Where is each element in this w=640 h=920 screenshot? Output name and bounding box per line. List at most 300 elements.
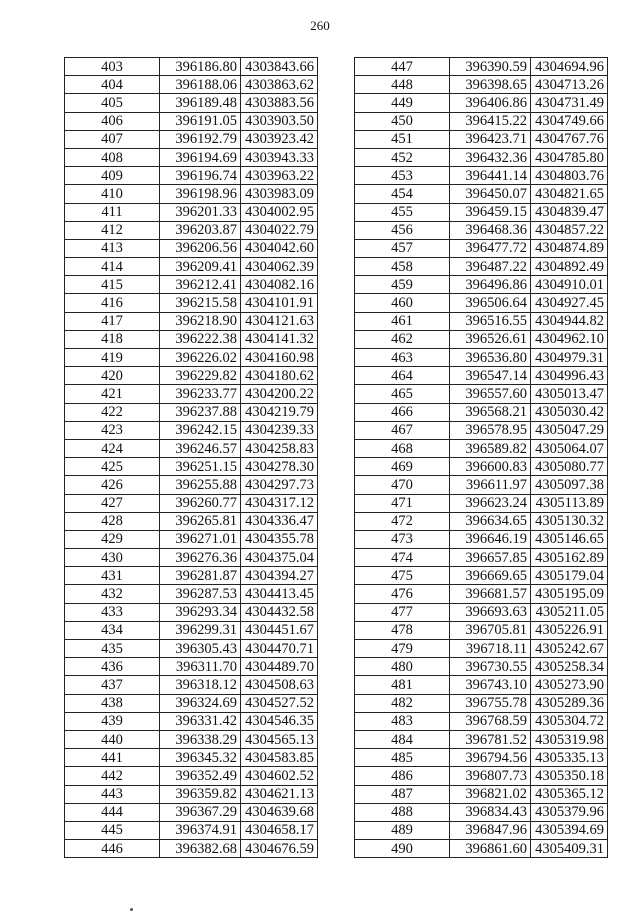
- x-coordinate-cell: 396192.79: [160, 130, 241, 148]
- x-coordinate-cell: 396188.06: [160, 76, 241, 94]
- table-row: [65, 403, 318, 421]
- table-row: [65, 785, 318, 803]
- x-coordinate-cell: 396669.65: [450, 567, 531, 585]
- point-number-cell: 420: [65, 367, 160, 385]
- point-number-cell: 444: [65, 803, 160, 821]
- table-row: [65, 148, 318, 166]
- point-number-cell: 405: [65, 94, 160, 112]
- x-coordinate-cell: 396600.83: [450, 458, 531, 476]
- y-coordinate-cell: 4305319.98: [531, 730, 608, 748]
- point-number-cell: 466: [355, 403, 450, 421]
- y-coordinate-cell: 4305130.32: [531, 512, 608, 530]
- point-number-cell: 409: [65, 167, 160, 185]
- y-coordinate-cell: 4304451.67: [241, 621, 318, 639]
- x-coordinate-cell: 396441.14: [450, 167, 531, 185]
- table-row: [65, 221, 318, 239]
- scan-speck: [130, 908, 133, 911]
- y-coordinate-cell: 4305289.36: [531, 694, 608, 712]
- y-coordinate-cell: 4304002.95: [241, 203, 318, 221]
- x-coordinate-cell: 396318.12: [160, 676, 241, 694]
- x-coordinate-cell: 396215.58: [160, 294, 241, 312]
- point-number-cell: 487: [355, 785, 450, 803]
- x-coordinate-cell: 396861.60: [450, 840, 531, 858]
- point-number-cell: 490: [355, 840, 450, 858]
- y-coordinate-cell: 4304317.12: [241, 494, 318, 512]
- x-coordinate-cell: 396260.77: [160, 494, 241, 512]
- y-coordinate-cell: 4304927.45: [531, 294, 608, 312]
- point-number-cell: 456: [355, 221, 450, 239]
- y-coordinate-cell: 4303943.33: [241, 148, 318, 166]
- point-number-cell: 437: [65, 676, 160, 694]
- point-number-cell: 465: [355, 385, 450, 403]
- table-row: [65, 330, 318, 348]
- point-number-cell: 442: [65, 767, 160, 785]
- y-coordinate-cell: 4304160.98: [241, 349, 318, 367]
- x-coordinate-cell: 396693.63: [450, 603, 531, 621]
- point-number-cell: 426: [65, 476, 160, 494]
- x-coordinate-cell: 396191.05: [160, 112, 241, 130]
- point-number-cell: 476: [355, 585, 450, 603]
- y-coordinate-cell: 4305304.72: [531, 712, 608, 730]
- x-coordinate-cell: 396212.41: [160, 276, 241, 294]
- table-row: [355, 294, 608, 312]
- point-number-cell: 433: [65, 603, 160, 621]
- y-coordinate-cell: 4305226.91: [531, 621, 608, 639]
- x-coordinate-cell: 396547.14: [450, 367, 531, 385]
- table-row: [65, 621, 318, 639]
- coordinate-table-right: [354, 57, 608, 858]
- x-coordinate-cell: 396398.65: [450, 76, 531, 94]
- x-coordinate-cell: 396345.32: [160, 749, 241, 767]
- y-coordinate-cell: 4304639.68: [241, 803, 318, 821]
- y-coordinate-cell: 4304857.22: [531, 221, 608, 239]
- point-number-cell: 460: [355, 294, 450, 312]
- table-row: [355, 585, 608, 603]
- point-number-cell: 451: [355, 130, 450, 148]
- x-coordinate-cell: 396203.87: [160, 221, 241, 239]
- x-coordinate-cell: 396730.55: [450, 658, 531, 676]
- table-row: [65, 130, 318, 148]
- point-number-cell: 457: [355, 239, 450, 257]
- table-row: [355, 385, 608, 403]
- x-coordinate-cell: 396423.71: [450, 130, 531, 148]
- point-number-cell: 432: [65, 585, 160, 603]
- table-row: [65, 567, 318, 585]
- table-row: [65, 585, 318, 603]
- table-row: [355, 512, 608, 530]
- point-number-cell: 408: [65, 148, 160, 166]
- point-number-cell: 438: [65, 694, 160, 712]
- table-row: [355, 94, 608, 112]
- y-coordinate-cell: 4305195.09: [531, 585, 608, 603]
- x-coordinate-cell: 396276.36: [160, 549, 241, 567]
- x-coordinate-cell: 396623.24: [450, 494, 531, 512]
- point-number-cell: 474: [355, 549, 450, 567]
- y-coordinate-cell: 4304785.80: [531, 148, 608, 166]
- table-row: [355, 367, 608, 385]
- table-row: [355, 239, 608, 257]
- point-number-cell: 483: [355, 712, 450, 730]
- x-coordinate-cell: 396305.43: [160, 640, 241, 658]
- y-coordinate-cell: 4304839.47: [531, 203, 608, 221]
- x-coordinate-cell: 396382.68: [160, 840, 241, 858]
- x-coordinate-cell: 396781.52: [450, 730, 531, 748]
- point-number-cell: 406: [65, 112, 160, 130]
- table-row: [65, 821, 318, 839]
- x-coordinate-cell: 396226.02: [160, 349, 241, 367]
- point-number-cell: 429: [65, 530, 160, 548]
- point-number-cell: 475: [355, 567, 450, 585]
- y-coordinate-cell: 4305273.90: [531, 676, 608, 694]
- point-number-cell: 468: [355, 439, 450, 457]
- table-row: [65, 549, 318, 567]
- table-row: [355, 403, 608, 421]
- table-row: [355, 640, 608, 658]
- table-row: [65, 421, 318, 439]
- x-coordinate-cell: 396281.87: [160, 567, 241, 585]
- y-coordinate-cell: 4304489.70: [241, 658, 318, 676]
- x-coordinate-cell: 396186.80: [160, 58, 241, 76]
- table-row: [355, 549, 608, 567]
- y-coordinate-cell: 4304676.59: [241, 840, 318, 858]
- y-coordinate-cell: 4305350.18: [531, 767, 608, 785]
- point-number-cell: 434: [65, 621, 160, 639]
- table-row: [65, 712, 318, 730]
- y-coordinate-cell: 4304200.22: [241, 385, 318, 403]
- x-coordinate-cell: 396634.65: [450, 512, 531, 530]
- point-number-cell: 477: [355, 603, 450, 621]
- x-coordinate-cell: 396352.49: [160, 767, 241, 785]
- point-number-cell: 411: [65, 203, 160, 221]
- point-number-cell: 461: [355, 312, 450, 330]
- point-number-cell: 479: [355, 640, 450, 658]
- x-coordinate-cell: 396496.86: [450, 276, 531, 294]
- y-coordinate-cell: 4304749.66: [531, 112, 608, 130]
- point-number-cell: 485: [355, 749, 450, 767]
- point-number-cell: 478: [355, 621, 450, 639]
- point-number-cell: 486: [355, 767, 450, 785]
- y-coordinate-cell: 4304042.60: [241, 239, 318, 257]
- table-row: [65, 367, 318, 385]
- point-number-cell: 416: [65, 294, 160, 312]
- table-row: [65, 530, 318, 548]
- x-coordinate-cell: 396536.80: [450, 349, 531, 367]
- y-coordinate-cell: 4304979.31: [531, 349, 608, 367]
- point-number-cell: 458: [355, 258, 450, 276]
- y-coordinate-cell: 4305080.77: [531, 458, 608, 476]
- y-coordinate-cell: 4305394.69: [531, 821, 608, 839]
- x-coordinate-cell: 396338.29: [160, 730, 241, 748]
- point-number-cell: 480: [355, 658, 450, 676]
- table-row: [65, 603, 318, 621]
- point-number-cell: 418: [65, 330, 160, 348]
- x-coordinate-cell: 396255.88: [160, 476, 241, 494]
- y-coordinate-cell: 4304336.47: [241, 512, 318, 530]
- point-number-cell: 472: [355, 512, 450, 530]
- table-row: [355, 785, 608, 803]
- point-number-cell: 452: [355, 148, 450, 166]
- y-coordinate-cell: 4304892.49: [531, 258, 608, 276]
- table-row: [355, 476, 608, 494]
- y-coordinate-cell: 4305242.67: [531, 640, 608, 658]
- point-number-cell: 436: [65, 658, 160, 676]
- y-coordinate-cell: 4304082.16: [241, 276, 318, 294]
- point-number-cell: 403: [65, 58, 160, 76]
- x-coordinate-cell: 396189.48: [160, 94, 241, 112]
- point-number-cell: 412: [65, 221, 160, 239]
- page-number: 260: [310, 18, 330, 33]
- table-row: [355, 458, 608, 476]
- x-coordinate-cell: 396847.96: [450, 821, 531, 839]
- y-coordinate-cell: 4303843.66: [241, 58, 318, 76]
- point-number-cell: 446: [65, 840, 160, 858]
- x-coordinate-cell: 396506.64: [450, 294, 531, 312]
- y-coordinate-cell: 4305211.05: [531, 603, 608, 621]
- point-number-cell: 449: [355, 94, 450, 112]
- x-coordinate-cell: 396229.82: [160, 367, 241, 385]
- x-coordinate-cell: 396324.69: [160, 694, 241, 712]
- x-coordinate-cell: 396821.02: [450, 785, 531, 803]
- point-number-cell: 404: [65, 76, 160, 94]
- point-number-cell: 430: [65, 549, 160, 567]
- coordinate-table-left: [64, 57, 318, 858]
- table-row: [355, 530, 608, 548]
- y-coordinate-cell: 4303983.09: [241, 185, 318, 203]
- table-row: [65, 76, 318, 94]
- table-row: [65, 730, 318, 748]
- table-row: [65, 312, 318, 330]
- table-row: [355, 821, 608, 839]
- y-coordinate-cell: 4305379.96: [531, 803, 608, 821]
- y-coordinate-cell: 4304432.58: [241, 603, 318, 621]
- table-row: [65, 694, 318, 712]
- table-row: [355, 567, 608, 585]
- point-number-cell: 455: [355, 203, 450, 221]
- x-coordinate-cell: 396331.42: [160, 712, 241, 730]
- y-coordinate-cell: 4304375.04: [241, 549, 318, 567]
- x-coordinate-cell: 396646.19: [450, 530, 531, 548]
- y-coordinate-cell: 4304180.62: [241, 367, 318, 385]
- y-coordinate-cell: 4304602.52: [241, 767, 318, 785]
- y-coordinate-cell: 4304658.17: [241, 821, 318, 839]
- y-coordinate-cell: 4304996.43: [531, 367, 608, 385]
- y-coordinate-cell: 4305030.42: [531, 403, 608, 421]
- point-number-cell: 417: [65, 312, 160, 330]
- table-row: [355, 439, 608, 457]
- x-coordinate-cell: 396251.15: [160, 458, 241, 476]
- y-coordinate-cell: 4303863.62: [241, 76, 318, 94]
- x-coordinate-cell: 396834.43: [450, 803, 531, 821]
- y-coordinate-cell: 4305365.12: [531, 785, 608, 803]
- table-row: [355, 276, 608, 294]
- table-row: [65, 294, 318, 312]
- y-coordinate-cell: 4305047.29: [531, 421, 608, 439]
- table-row: [65, 458, 318, 476]
- table-row: [355, 112, 608, 130]
- point-number-cell: 440: [65, 730, 160, 748]
- point-number-cell: 424: [65, 439, 160, 457]
- table-row: [355, 694, 608, 712]
- point-number-cell: 450: [355, 112, 450, 130]
- x-coordinate-cell: 396681.57: [450, 585, 531, 603]
- y-coordinate-cell: 4304767.76: [531, 130, 608, 148]
- x-coordinate-cell: 396450.07: [450, 185, 531, 203]
- y-coordinate-cell: 4304355.78: [241, 530, 318, 548]
- x-coordinate-cell: 396568.21: [450, 403, 531, 421]
- y-coordinate-cell: 4305146.65: [531, 530, 608, 548]
- x-coordinate-cell: 396218.90: [160, 312, 241, 330]
- point-number-cell: 423: [65, 421, 160, 439]
- table-row: [65, 749, 318, 767]
- table-row: [355, 767, 608, 785]
- x-coordinate-cell: 396293.34: [160, 603, 241, 621]
- y-coordinate-cell: 4304141.32: [241, 330, 318, 348]
- point-number-cell: 482: [355, 694, 450, 712]
- table-row: [355, 658, 608, 676]
- y-coordinate-cell: 4304621.13: [241, 785, 318, 803]
- point-number-cell: 445: [65, 821, 160, 839]
- y-coordinate-cell: 4304413.45: [241, 585, 318, 603]
- x-coordinate-cell: 396468.36: [450, 221, 531, 239]
- x-coordinate-cell: 396755.78: [450, 694, 531, 712]
- point-number-cell: 473: [355, 530, 450, 548]
- y-coordinate-cell: 4303963.22: [241, 167, 318, 185]
- x-coordinate-cell: 396657.85: [450, 549, 531, 567]
- x-coordinate-cell: 396477.72: [450, 239, 531, 257]
- y-coordinate-cell: 4304394.27: [241, 567, 318, 585]
- x-coordinate-cell: 396526.61: [450, 330, 531, 348]
- point-number-cell: 415: [65, 276, 160, 294]
- table-row: [355, 676, 608, 694]
- x-coordinate-cell: 396374.91: [160, 821, 241, 839]
- y-coordinate-cell: 4304022.79: [241, 221, 318, 239]
- x-coordinate-cell: 396516.55: [450, 312, 531, 330]
- y-coordinate-cell: 4304583.85: [241, 749, 318, 767]
- point-number-cell: 441: [65, 749, 160, 767]
- y-coordinate-cell: 4303923.42: [241, 130, 318, 148]
- x-coordinate-cell: 396242.15: [160, 421, 241, 439]
- x-coordinate-cell: 396415.22: [450, 112, 531, 130]
- point-number-cell: 471: [355, 494, 450, 512]
- point-number-cell: 484: [355, 730, 450, 748]
- x-coordinate-cell: 396194.69: [160, 148, 241, 166]
- y-coordinate-cell: 4304874.89: [531, 239, 608, 257]
- point-number-cell: 467: [355, 421, 450, 439]
- x-coordinate-cell: 396233.77: [160, 385, 241, 403]
- y-coordinate-cell: 4305113.89: [531, 494, 608, 512]
- table-row: [65, 167, 318, 185]
- y-coordinate-cell: 4305097.38: [531, 476, 608, 494]
- y-coordinate-cell: 4303903.50: [241, 112, 318, 130]
- point-number-cell: 462: [355, 330, 450, 348]
- point-number-cell: 470: [355, 476, 450, 494]
- y-coordinate-cell: 4304821.65: [531, 185, 608, 203]
- y-coordinate-cell: 4304910.01: [531, 276, 608, 294]
- point-number-cell: 421: [65, 385, 160, 403]
- point-number-cell: 481: [355, 676, 450, 694]
- table-row: [65, 276, 318, 294]
- table-row: [355, 621, 608, 639]
- table-row: [355, 840, 608, 858]
- y-coordinate-cell: 4304565.13: [241, 730, 318, 748]
- x-coordinate-cell: 396359.82: [160, 785, 241, 803]
- point-number-cell: 448: [355, 76, 450, 94]
- x-coordinate-cell: 396406.86: [450, 94, 531, 112]
- table-row: [65, 476, 318, 494]
- y-coordinate-cell: 4304258.83: [241, 439, 318, 457]
- table-row: [355, 421, 608, 439]
- y-coordinate-cell: 4303883.56: [241, 94, 318, 112]
- point-number-cell: 459: [355, 276, 450, 294]
- x-coordinate-cell: 396611.97: [450, 476, 531, 494]
- table-row: [355, 349, 608, 367]
- table-row: [65, 239, 318, 257]
- table-row: [355, 312, 608, 330]
- y-coordinate-cell: 4304694.96: [531, 58, 608, 76]
- x-coordinate-cell: 396705.81: [450, 621, 531, 639]
- x-coordinate-cell: 396367.29: [160, 803, 241, 821]
- x-coordinate-cell: 396299.31: [160, 621, 241, 639]
- point-number-cell: 419: [65, 349, 160, 367]
- x-coordinate-cell: 396768.59: [450, 712, 531, 730]
- x-coordinate-cell: 396311.70: [160, 658, 241, 676]
- y-coordinate-cell: 4304962.10: [531, 330, 608, 348]
- y-coordinate-cell: 4304944.82: [531, 312, 608, 330]
- x-coordinate-cell: 396222.38: [160, 330, 241, 348]
- point-number-cell: 427: [65, 494, 160, 512]
- x-coordinate-cell: 396807.73: [450, 767, 531, 785]
- y-coordinate-cell: 4304278.30: [241, 458, 318, 476]
- y-coordinate-cell: 4304101.91: [241, 294, 318, 312]
- point-number-cell: 489: [355, 821, 450, 839]
- point-number-cell: 443: [65, 785, 160, 803]
- table-row: [65, 58, 318, 76]
- table-row: [355, 58, 608, 76]
- x-coordinate-cell: 396459.15: [450, 203, 531, 221]
- point-number-cell: 410: [65, 185, 160, 203]
- x-coordinate-cell: 396206.56: [160, 239, 241, 257]
- y-coordinate-cell: 4304219.79: [241, 403, 318, 421]
- x-coordinate-cell: 396743.10: [450, 676, 531, 694]
- x-coordinate-cell: 396271.01: [160, 530, 241, 548]
- table-row: [355, 76, 608, 94]
- table-row: [355, 185, 608, 203]
- point-number-cell: 454: [355, 185, 450, 203]
- y-coordinate-cell: 4304803.76: [531, 167, 608, 185]
- point-number-cell: 407: [65, 130, 160, 148]
- table-row: [65, 640, 318, 658]
- x-coordinate-cell: 396287.53: [160, 585, 241, 603]
- table-row: [65, 658, 318, 676]
- table-row: [65, 840, 318, 858]
- x-coordinate-cell: 396390.59: [450, 58, 531, 76]
- table-row: [355, 221, 608, 239]
- table-row: [355, 712, 608, 730]
- point-number-cell: 435: [65, 640, 160, 658]
- y-coordinate-cell: 4304062.39: [241, 258, 318, 276]
- x-coordinate-cell: 396487.22: [450, 258, 531, 276]
- table-row: [355, 167, 608, 185]
- point-number-cell: 439: [65, 712, 160, 730]
- y-coordinate-cell: 4304546.35: [241, 712, 318, 730]
- x-coordinate-cell: 396265.81: [160, 512, 241, 530]
- point-number-cell: 453: [355, 167, 450, 185]
- x-coordinate-cell: 396196.74: [160, 167, 241, 185]
- table-row: [355, 749, 608, 767]
- table-row: [65, 439, 318, 457]
- point-number-cell: 425: [65, 458, 160, 476]
- point-number-cell: 469: [355, 458, 450, 476]
